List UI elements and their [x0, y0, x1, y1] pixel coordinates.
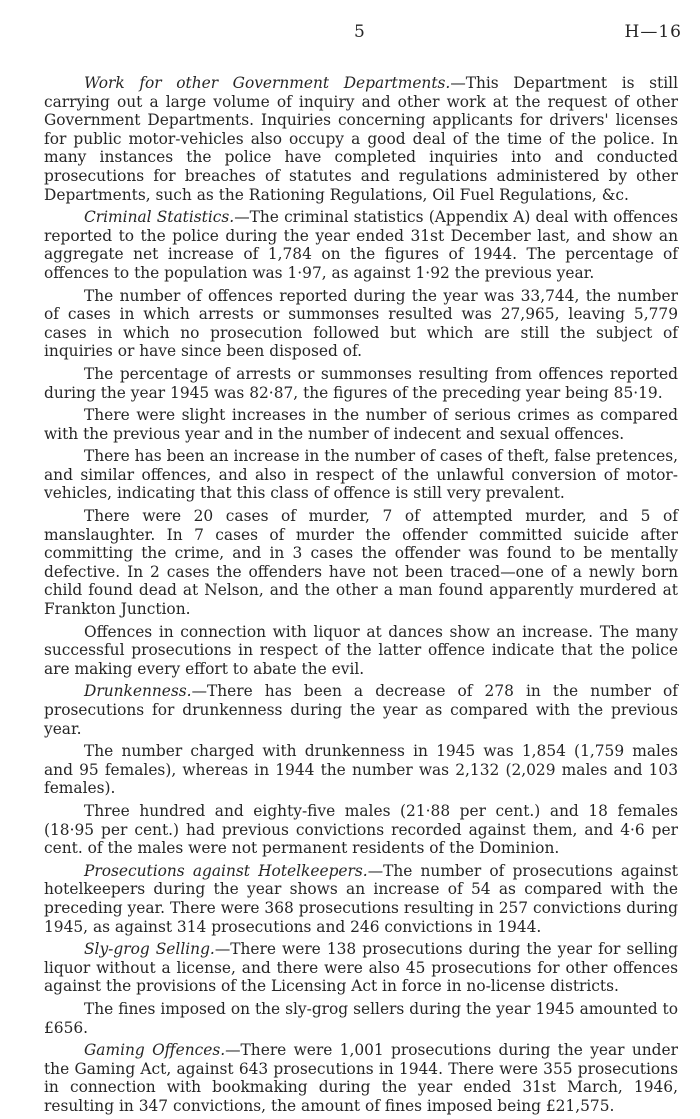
paragraph-serious-crimes	[44, 406, 678, 443]
paragraph-text: There has been an increase in the number of cases of theft, false pretences, and similar offences, and also in respect of the unlawful conversion of motor-vehicles, indicating that this class of offence is still very prevalent.	[44, 447, 678, 503]
report-reference: H—16	[624, 22, 682, 42]
paragraph-text: There were 20 cases of murder, 7 of attempted murder, and 5 of manslaughter. In 7 cases of murder the offender committed suicide after committing the crime, and in 3 cases the offender was found to be mentally defective. In 2 cases the offenders have not been traced—one of a newly born child found dead at Nelson, and the other a man found apparently murdered at Frankton Junction.	[44, 507, 678, 619]
page-header	[44, 0, 682, 74]
paragraph-text: The number charged with drunkenness in 1945 was 1,854 (1,759 males and 95 females), whereas in 1944 the number was 2,132 (2,029 males and 103 females).	[44, 742, 678, 798]
paragraph-sly-grog-selling	[44, 940, 678, 996]
paragraph-gaming-offences	[44, 1041, 678, 1115]
paragraph-text: Offences in connection with liquor at dances show an increase. The many successful prosecutions in respect of the latter offence indicate that the police are making every effort to abate the evil.	[44, 622, 678, 678]
body-text	[44, 74, 678, 1115]
paragraph-drunkenness	[44, 682, 678, 738]
section-heading: Work for other Government Departments.	[84, 74, 451, 92]
paragraph-previous-convictions	[44, 802, 678, 858]
document-page	[44, 0, 682, 1119]
paragraph-text: The percentage of arrests or summonses resulting from offences reported during the year 1945 was 82·87, the figures of the preceding year being 85·19.	[44, 364, 678, 402]
page-number: 5	[354, 22, 366, 42]
section-heading: Prosecutions against Hotelkeepers.	[84, 861, 368, 880]
paragraph-criminal-statistics	[44, 208, 678, 282]
paragraph-arrest-percentage	[44, 365, 678, 402]
section-heading: Drunkenness.	[84, 682, 192, 701]
paragraph-text: Three hundred and eighty-five males (21·88 per cent.) and 18 females (18·95 per cent.) had previous convictions recorded against them, and 4·6 per cent. of the males were not permanent residents of the Dominion.	[44, 801, 678, 858]
paragraph-text: —There were 138 prosecutions during the year for selling liquor without a license, and there were also 45 prosecutions for other offences against the provisions of the Licensing Act in force in no-license districts.	[44, 940, 678, 996]
paragraph-text: The number of offences reported during the year was 33,744, the number of cases in which arrests or summonses resulted was 27,965, leaving 5,779 cases in which no prosecution followed but which are still the subject of inquiries or have since been disposed of.	[44, 286, 678, 361]
paragraph-text: —There has been a decrease of 278 in the number of prosecutions for drunkenness during the year as compared with the previous year.	[44, 682, 678, 738]
section-heading: Gaming Offences.	[84, 1041, 226, 1060]
paragraph-text: —This Department is still carrying out a large volume of inquiry and other work at the request of other Government Departments. Inquiries concerning applicants for drivers' licenses for public motor-vehicles also occupy a good deal of the time of the police. In many instances the police have completed inquiries into and conducted prosecutions for breaches of statutes and regulations administered by other Departments, such as the Rationing Regulations, Oil Fuel Regulations, &c.	[44, 74, 678, 204]
paragraph-sly-grog-fines	[44, 1000, 678, 1037]
paragraph-work-for-other-departments	[44, 74, 678, 204]
paragraph-text: —The number of prosecutions against hotelkeepers during the year shows an increase of 54 as compared with the preceding year. There were 368 prosecutions resulting in 257 convictions during 1945, as against 314 prosecutions and 246 convictions in 1944.	[44, 861, 678, 936]
paragraph-drunkenness-numbers	[44, 742, 678, 798]
paragraph-text: —There were 1,001 prosecutions during the year under the Gaming Act, against 643 prosecutions in 1944. There were 355 prosecutions in connection with bookmaking during the year ended 31st March, 1946, resulting in 347 convictions, the amount of fines imposed being £21,575.	[44, 1041, 678, 1115]
paragraph-text: The fines imposed on the sly-grog sellers during the year 1945 amounted to £656.	[44, 999, 678, 1037]
paragraph-theft-increase	[44, 447, 678, 503]
paragraph-murder-cases	[44, 507, 678, 619]
section-heading: Sly-grog Selling.	[84, 940, 215, 959]
paragraph-hotelkeepers	[44, 862, 678, 936]
paragraph-text: —The criminal statistics (Appendix A) deal with offences reported to the police during the year ended 31st December last, and show an aggregate net increase of 1,784 on the figures of 1944. The percentage of offences to the population was 1·97, as against 1·92 the previous year.	[44, 208, 678, 282]
paragraph-offences-reported	[44, 287, 678, 361]
paragraph-text: There were slight increases in the number of serious crimes as compared with the previous year and in the number of indecent and sexual offences.	[44, 406, 678, 443]
section-heading: Criminal Statistics.	[84, 208, 235, 227]
paragraph-liquor-at-dances	[44, 623, 678, 679]
